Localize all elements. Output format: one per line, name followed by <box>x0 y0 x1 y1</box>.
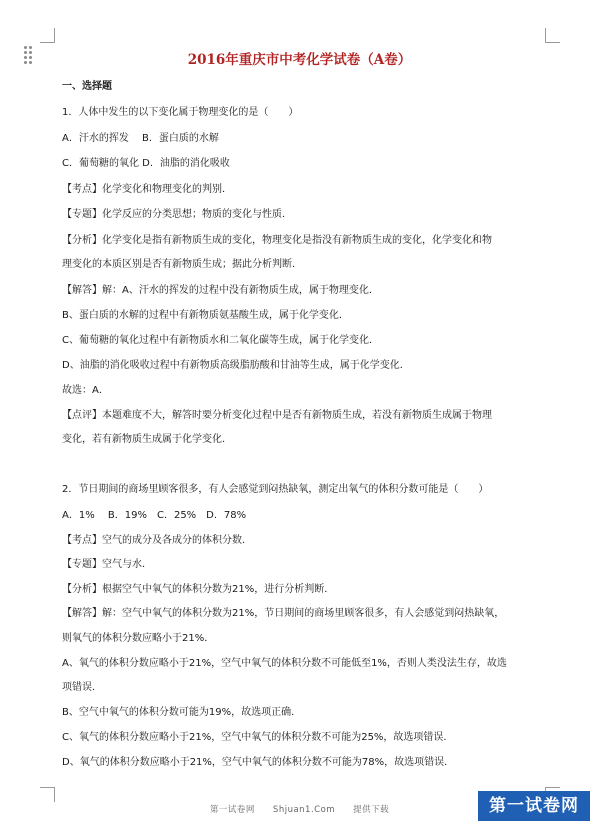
q1-jieda-b: B、蛋白质的水解的过程中有新物质氨基酸生成，属于化学变化． <box>62 310 349 321</box>
brand-logo: 第一试卷网 <box>478 791 590 821</box>
q2-kaodian: 【考点】空气的成分及各成分的体积分数． <box>62 535 252 546</box>
q1-kaodian: 【考点】化学变化和物理变化的判别． <box>62 184 232 195</box>
q2-options: A．1% B．19% C．25% D．78% <box>62 510 247 521</box>
q2-jieda-a-line2: 项错误． <box>62 682 102 693</box>
q1-jieda-c: C、葡萄糖的氧化过程中有新物质水和二氧化碳等生成，属于化学变化． <box>62 335 379 346</box>
q2-jieda-b: B、空气中氧气的体积分数可能为19%，故选项正确． <box>62 707 302 718</box>
q2-jieda-c: C、氧气的体积分数应略小于21%，空气中氧气的体积分数不可能为25%，故选项错误． <box>62 732 454 743</box>
q1-options-ab: A．汗水的挥发 B．蛋白质的水解 <box>62 133 219 144</box>
q2-jieda-d: D、氧气的体积分数应略小于21%，空气中氧气的体积分数不可能为78%，故选项错误． <box>62 757 455 768</box>
q1-fenxi-line1: 【分析】化学变化是指有新物质生成的变化，物理变化是指没有新物质生成的变化，化学变化和物 <box>62 235 492 246</box>
q1-options-cd: C．葡萄糖的氧化 D．油脂的消化吸收 <box>62 158 230 169</box>
section-heading: 一、选择题 <box>62 81 112 92</box>
q1-jieda-d: D、油脂的消化吸收过程中有新物质高级脂肪酸和甘油等生成，属于化学变化． <box>62 360 410 371</box>
question-1: 1．人体中发生的以下变化属于物理变化的是（ ） <box>62 107 299 118</box>
question-2: 2．节日期间的商场里顾客很多，有人会感觉到闷热缺氧，测定出氧气的体积分数可能是（ ） <box>62 484 489 495</box>
q1-zhuanti: 【专题】化学反应的分类思想；物质的变化与性质． <box>62 209 292 220</box>
q2-zhuanti: 【专题】空气与水． <box>62 559 152 570</box>
page-footer: 第一试卷网 Shjuan1.Com 提供下载 <box>209 805 390 815</box>
q2-fenxi: 【分析】根据空气中氧气的体积分数为21%，进行分析判断． <box>62 584 335 595</box>
q1-fenxi-line2: 理变化的本质区别是否有新物质生成；据此分析判断． <box>62 259 302 270</box>
q2-jieda-line1: 【解答】解：空气中氧气的体积分数为21%，节日期间的商场里顾客很多，有人会感觉到闷热缺氧， <box>62 608 505 619</box>
margin-corner-bottom-left <box>40 787 55 802</box>
margin-corner-top-left <box>40 28 55 43</box>
q1-dianping-line2: 变化，若有新物质生成属于化学变化． <box>62 434 232 445</box>
q1-dianping-line1: 【点评】本题难度不大，解答时要分析变化过程中是否有新物质生成，若没有新物质生成属于物理 <box>62 410 492 421</box>
q2-jieda-line2: 则氧气的体积分数应略小于21%． <box>62 633 215 644</box>
q1-jieda-a: 【解答】解：A、汗水的挥发的过程中没有新物质生成，属于物理变化． <box>62 285 379 296</box>
q1-answer: 故选：A． <box>62 385 109 396</box>
document-title: 2016年重庆市中考化学试卷（A卷） <box>187 52 412 68</box>
margin-corner-top-right <box>545 28 560 43</box>
q2-jieda-a-line1: A、氧气的体积分数应略小于21%，空气中氧气的体积分数不可能低至1%，否则人类没法生存，故选 <box>62 658 507 669</box>
